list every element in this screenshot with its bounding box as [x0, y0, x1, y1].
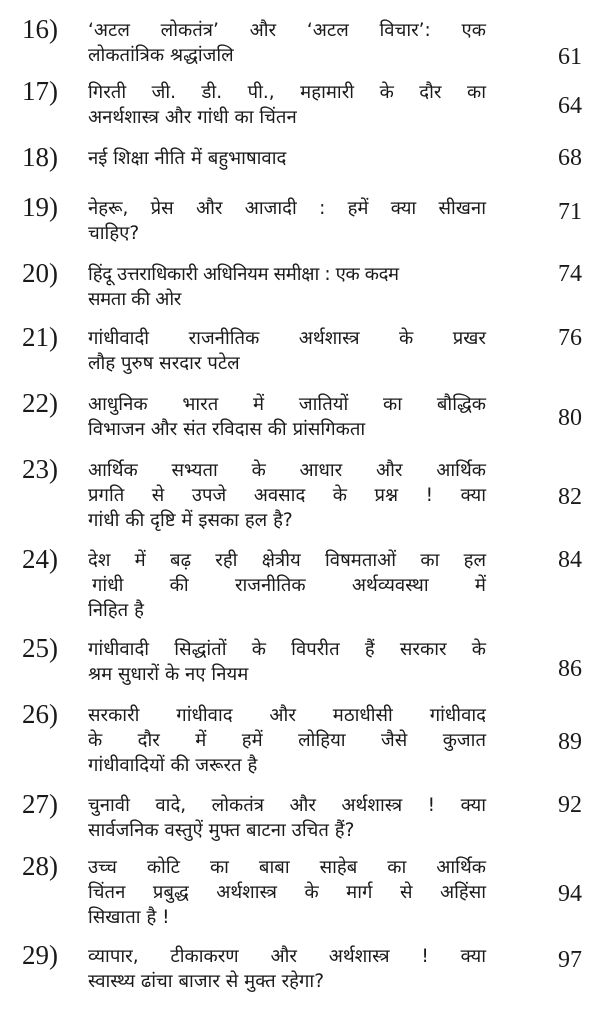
entry-title-line: चुनावी वादे, लोकतंत्र और अर्थशास्त्र ! क्या	[88, 795, 486, 816]
entry-title-line: विभाजन और संत रविदास की प्रांसगिकता	[88, 419, 366, 440]
entry-page-number: 97	[558, 947, 582, 973]
entry-title-line: गिरती जी. डी. पी., महामारी के दौर का	[88, 82, 486, 103]
entry-number: 29)	[22, 940, 58, 970]
entry-title-line: चिंतन प्रबुद्ध अर्थशास्त्र के मार्ग से अहिंसा	[88, 882, 486, 903]
entry-page-number: 64	[558, 93, 582, 119]
entry-title-line: नेहरू, प्रेस और आजादी : हमें क्या सीखना	[88, 198, 486, 219]
entry-title-line: प्रगति से उपजे अवसाद के प्रश्न ! क्या	[88, 485, 486, 506]
entry-number: 21)	[22, 322, 58, 352]
entry-number: 16)	[22, 14, 58, 44]
entry-number: 20)	[22, 258, 58, 288]
entry-title-line: आर्थिक सभ्यता के आधार और आर्थिक	[88, 460, 486, 481]
entry-title-line: स्वास्थ्य ढांचा बाजार से मुक्त रहेगा?	[88, 971, 325, 992]
entry-title-line: ‘अटल लोकतंत्र’ और ‘अटल विचार’: एक	[88, 20, 486, 41]
entry-title-line: गांधी की राजनीतिक अर्थव्यवस्था में	[92, 575, 486, 596]
entry-title-line: उच्च कोटि का बाबा साहेब का आर्थिक	[88, 857, 486, 878]
entry-title	[88, 855, 486, 930]
entry-number: 19)	[22, 192, 58, 222]
entry-number: 17)	[22, 76, 58, 106]
entry-number: 27)	[22, 789, 58, 819]
entry-title-line: लोकतांत्रिक श्रद्धांजलि	[88, 45, 234, 66]
entry-title-line: व्यापार, टीकाकरण और अर्थशास्त्र ! क्या	[88, 946, 486, 967]
entry-title	[88, 80, 486, 130]
entry-page-number: 61	[558, 44, 582, 70]
entry-title-line: देश में बढ़ रही क्षेत्रीय विषमताओं का हल	[88, 550, 486, 571]
entry-title	[88, 326, 486, 376]
entry-page-number: 86	[558, 656, 582, 682]
entry-page-number: 74	[558, 261, 582, 287]
entry-title-line: चाहिए?	[88, 223, 140, 244]
entry-title	[88, 548, 486, 623]
entry-number: 25)	[22, 633, 58, 663]
entry-title-line: सार्वजनिक वस्तुऐं मुफ्त बाटना उचित हैं?	[88, 820, 355, 841]
entry-title-line: समता की ओर	[88, 289, 181, 310]
entry-page-number: 92	[558, 792, 582, 818]
entry-title	[88, 196, 486, 246]
entry-page-number: 84	[558, 547, 582, 573]
entry-title-line: अनर्थशास्त्र और गांधी का चिंतन	[88, 107, 297, 128]
entry-title	[88, 458, 486, 533]
entry-title	[88, 146, 486, 171]
entry-page-number: 68	[558, 145, 582, 171]
entry-title-line: श्रम सुधारों के नए नियम	[88, 664, 249, 685]
entry-number: 24)	[22, 544, 58, 574]
entry-title	[88, 392, 486, 442]
entry-title-line: गांधी की दृष्टि में इसका हल है?	[88, 510, 293, 531]
entry-title-line: के दौर में हमें लोहिया जैसे कुजात	[88, 730, 486, 751]
entry-page-number: 94	[558, 881, 582, 907]
entry-title	[88, 18, 486, 68]
entry-title-line: निहित है	[88, 600, 144, 621]
entry-title-line: नई शिक्षा नीति में बहुभाषावाद	[88, 148, 287, 169]
entry-title	[88, 944, 486, 994]
entry-page-number: 89	[558, 729, 582, 755]
entry-title-line: लौह पुरुष सरदार पटेल	[88, 353, 240, 374]
entry-title-line: गांधीवादी सिद्धांतों के विपरीत हैं सरकार के	[88, 639, 486, 660]
entry-page-number: 82	[558, 484, 582, 510]
entry-title-line: आधुनिक भारत में जातियों का बौद्धिक	[88, 394, 486, 415]
entry-title-line: हिंदू उत्तराधिकारी अधिनियम समीक्षा : एक कदम	[88, 264, 399, 285]
entry-number: 22)	[22, 388, 58, 418]
entry-number: 28)	[22, 851, 58, 881]
entry-title-line: गांधीवादी राजनीतिक अर्थशास्त्र के प्रखर	[88, 328, 486, 349]
entry-title	[88, 637, 486, 687]
entry-page-number: 80	[558, 405, 582, 431]
entry-title-line: सिखाता है !	[88, 907, 170, 928]
entry-title	[88, 793, 486, 843]
entry-title	[88, 262, 486, 312]
entry-title-line: सरकारी गांधीवाद और मठाधीसी गांधीवाद	[88, 705, 486, 726]
entry-page-number: 76	[558, 325, 582, 351]
entry-number: 26)	[22, 699, 58, 729]
entry-title	[88, 703, 486, 778]
entry-number: 23)	[22, 454, 58, 484]
entry-number: 18)	[22, 142, 58, 172]
entry-title-line: गांधीवादियों की जरूरत है	[88, 755, 258, 776]
entry-page-number: 71	[558, 199, 582, 225]
